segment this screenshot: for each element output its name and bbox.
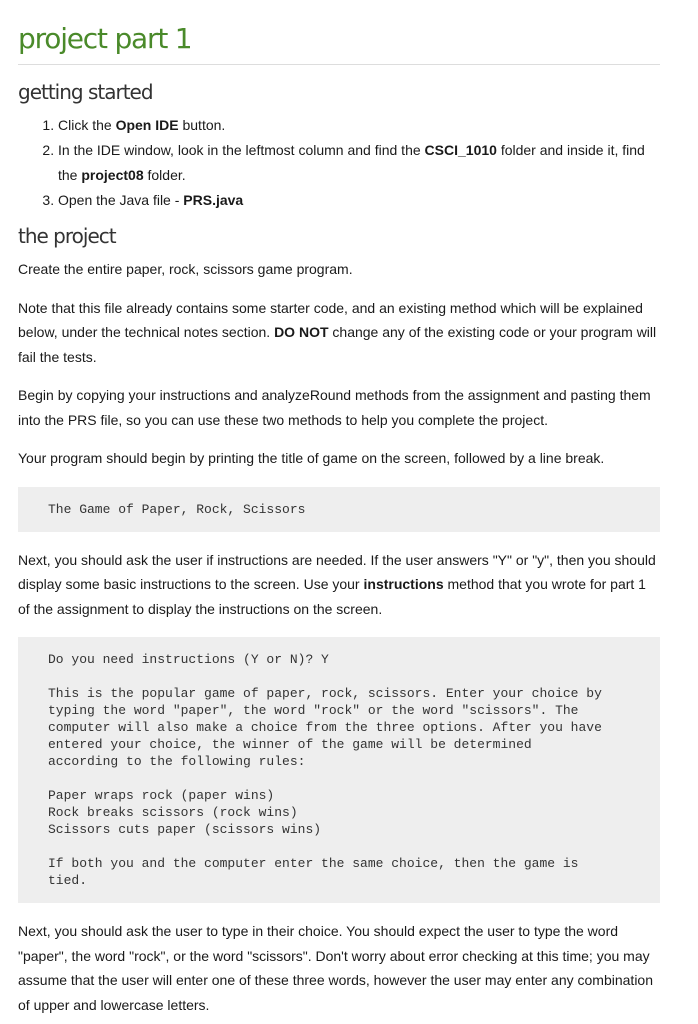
paragraph: Next, you should ask the user if instructions are needed. If the user answers "Y" or "y", then you should display some basic instructions to the screen. Use your instructions method that you wrote for part 1 of the assignment to display the instructions on the screen. bbox=[18, 551, 656, 617]
paragraph: Note that this file already contains some starter code, and an existing method which will be explained below, under the technical notes section. DO NOT change any of the existing code or your program will fail the tests. bbox=[18, 299, 657, 365]
step-item: 1. Click the Open IDE button. bbox=[58, 113, 660, 138]
code-block-instructions: Do you need instructions (Y or N)? Y This is the popular game of paper, rock, scissors. Enter your choice by typing the word "paper", the word "rock" or the word "scissors". The computer will also make a choice from the three options. After you have entered your choice, the winner of the game will be determined according to the following rules: Paper wraps rock (paper wins) Rock breaks scissors (rock wins) Scissors cuts paper (scissors wins) If both you and the computer enter the same choice, then the game is tied. bbox=[18, 637, 660, 903]
project-heading: the project bbox=[18, 224, 116, 248]
paragraph: Create the entire paper, rock, scissors game program. bbox=[18, 261, 353, 277]
code-block-title: The Game of Paper, Rock, Scissors bbox=[18, 487, 660, 532]
page-title: project part 1 bbox=[18, 22, 192, 55]
getting-started-heading: getting started bbox=[18, 80, 153, 104]
step-item: 2. In the IDE window, look in the leftmost column and find the CSCI_1010 folder and inside it, find the project08 folder. bbox=[58, 138, 660, 188]
getting-started-steps bbox=[18, 113, 660, 213]
paragraph: Next, you should ask the user to type in their choice. You should expect the user to type the word "paper", the word "rock", or the word "scissors". Don't worry about error checking at this time; you may assume that the user will enter one of these three words, however the user may enter any combination of upper and lowercase letters. bbox=[18, 923, 654, 1013]
title-divider bbox=[18, 64, 660, 65]
step-item: 3. Open the Java file - PRS.java bbox=[58, 188, 660, 213]
document-page bbox=[18, 0, 660, 1017]
paragraph: Your program should begin by printing the title of game on the screen, followed by a line break. bbox=[18, 450, 605, 466]
paragraph: Begin by copying your instructions and analyzeRound methods from the assignment and pasting them into the PRS file, so you can use these two methods to help you complete the project. bbox=[18, 387, 651, 428]
